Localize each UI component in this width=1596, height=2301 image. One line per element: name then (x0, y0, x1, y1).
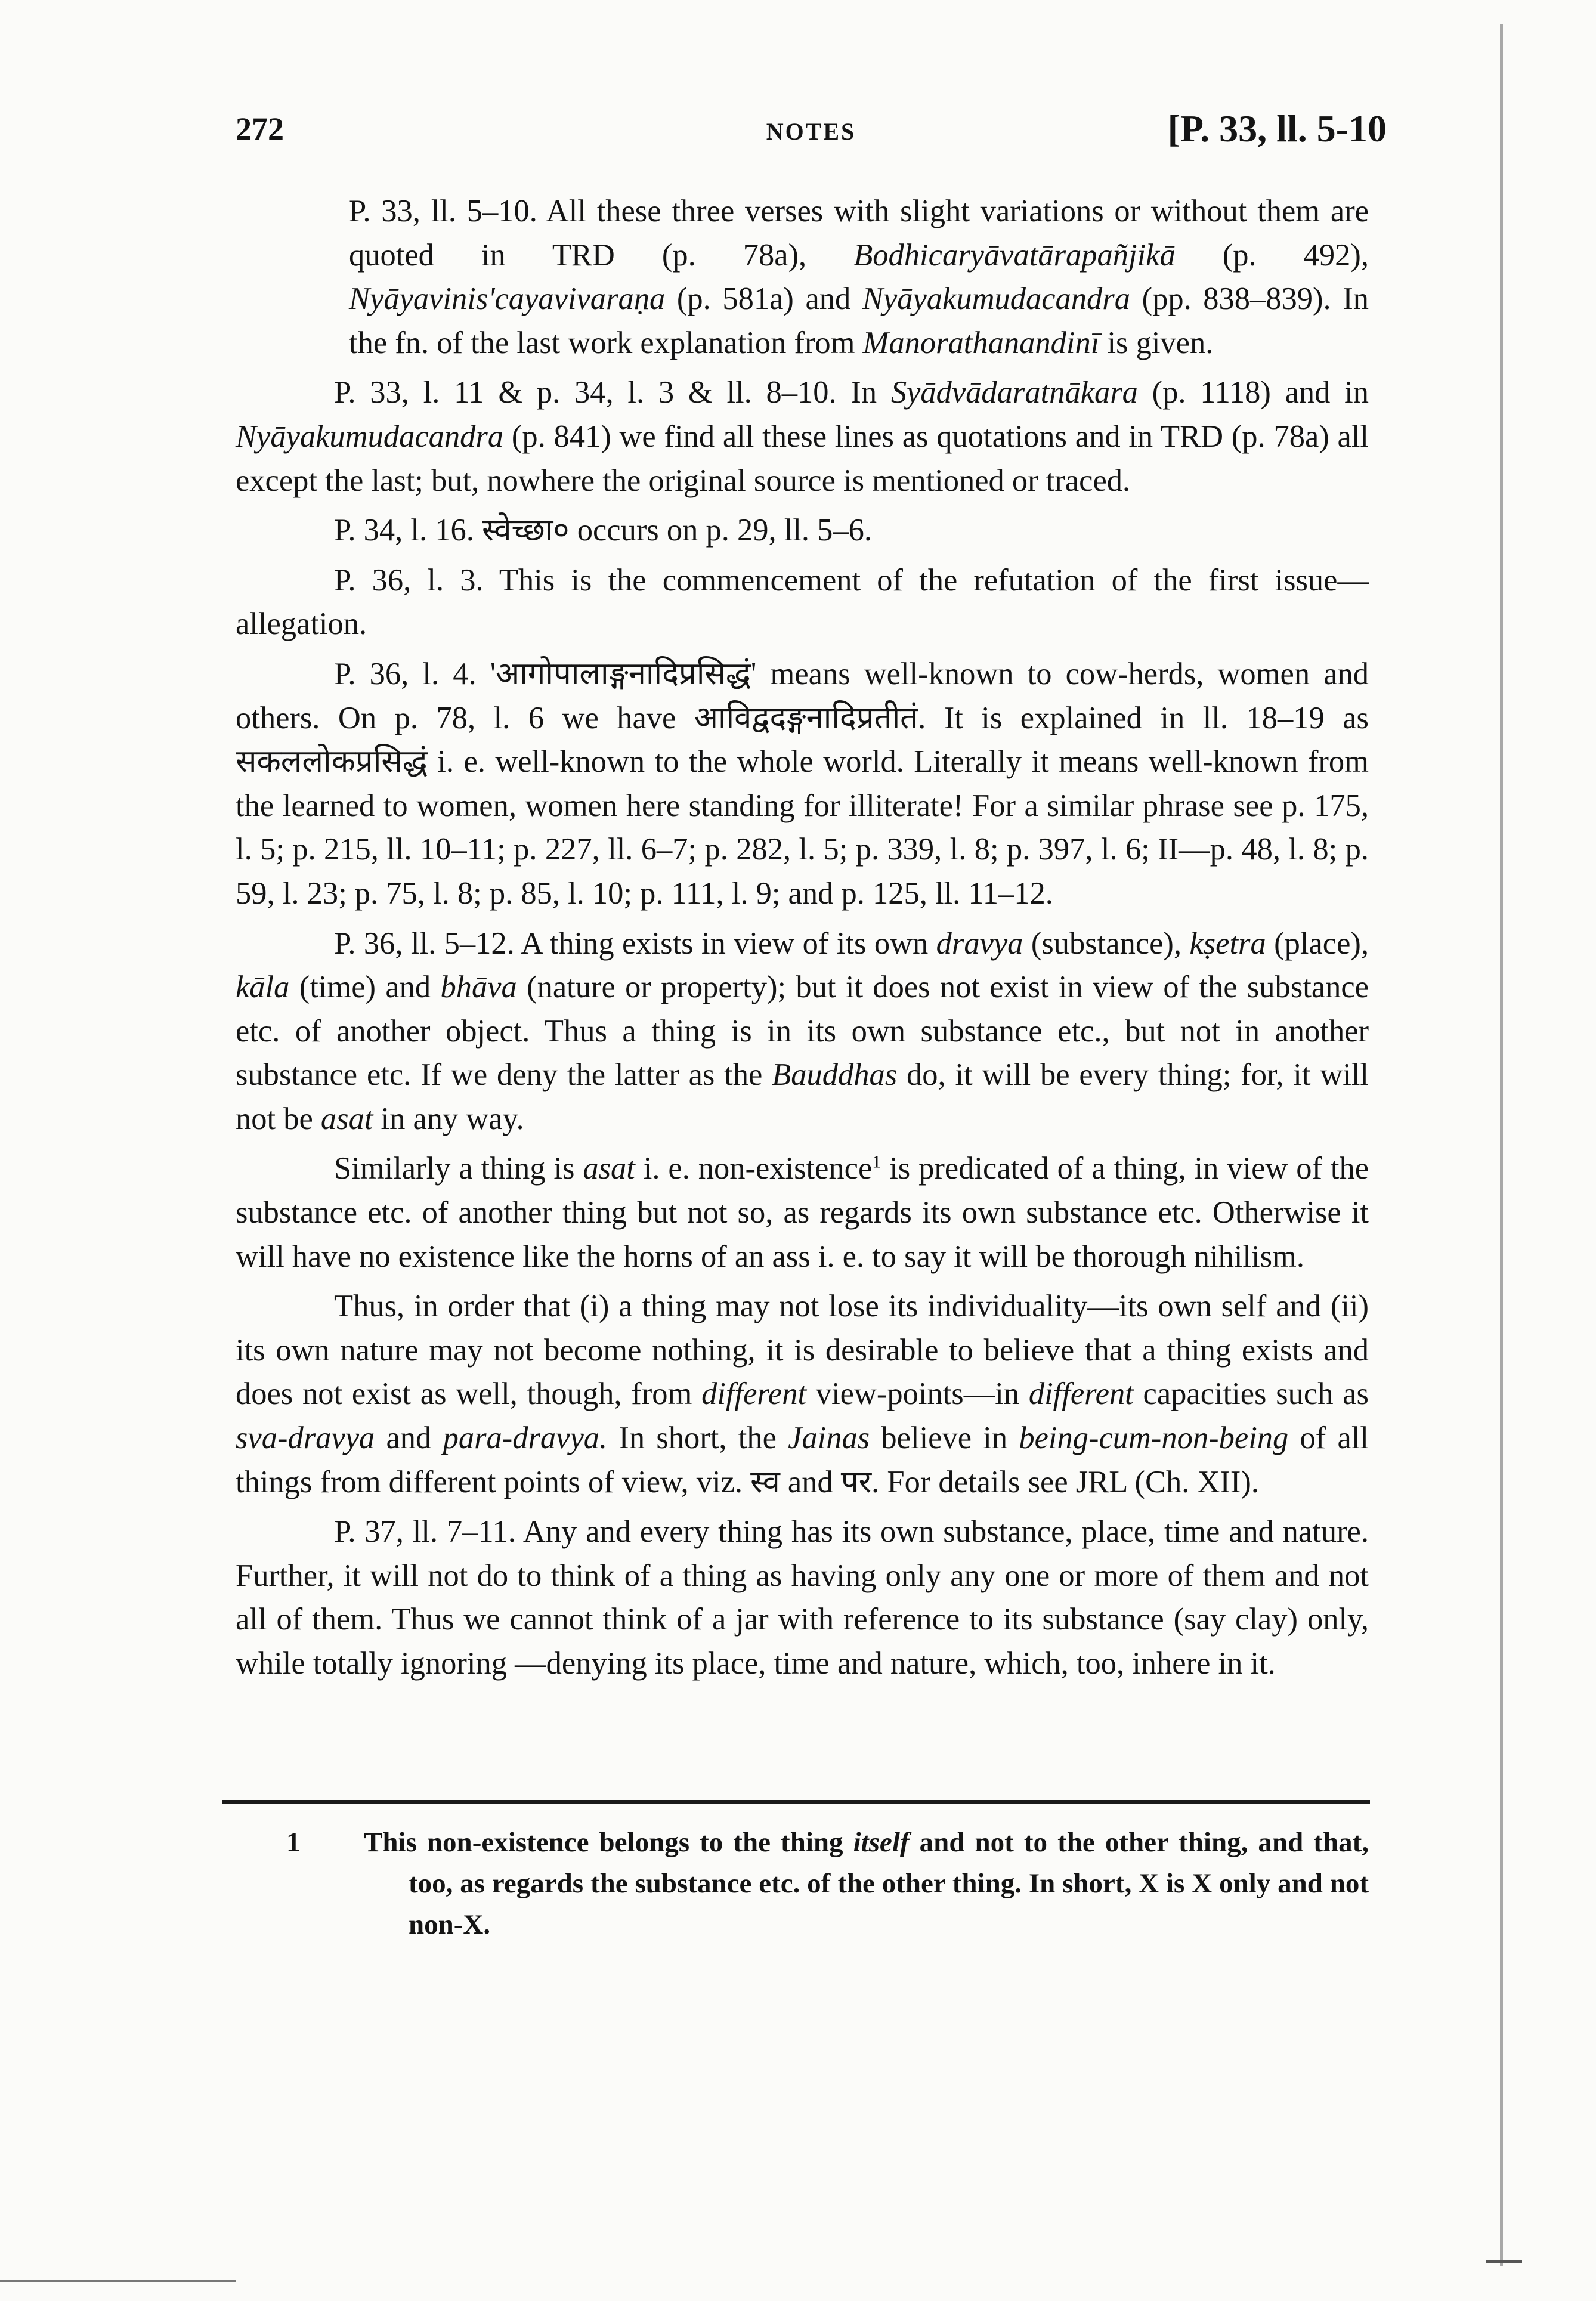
scan-edge-tick (1486, 2260, 1522, 2263)
scan-bottom-line (0, 2280, 236, 2282)
footnote-marker: 1 (872, 1152, 881, 1172)
running-reference: [P. 33, ll. 5-10 (1167, 107, 1387, 150)
note-paragraph: P. 33, ll. 5–10. All these three verses with slight variations or without them are quoted in TRD (p. 78a), Bodhicaryāvatārapañjikā (p. 492), Nyāyavinis'cayavivaraṇa (p. 581a) and Nyāyakumudacandra (pp. 838–839). In the fn. of the last work explanation from Manorathanandinī is given. (349, 194, 1369, 360)
note-paragraph: P. 33, l. 11 & p. 34, l. 3 & ll. 8–10. In Syādvādaratnākara (p. 1118) and in Nyāyakumudacandra (p. 841) we find all these lines as quotations and in TRD (p. 78a) all except the last; but, nowhere the original source is mentioned or traced. (236, 375, 1369, 498)
note-paragraph: P. 36, ll. 5–12. A thing exists in view of its own dravya (substance), kṣetra (place), kāla (time) and bhāva (nature or property); but it does not exist in view of the substance etc. of another object. Thus a thing is in its own substance etc., but not in another substance etc. If we deny the latter as the Bauddhas do, it will be every thing; for, it will not be asat in any way. (236, 926, 1369, 1136)
note-paragraph: Thus, in order that (i) a thing may not lose its individuality—its own self and (ii) its own nature may not become nothing, it is desirable to believe that a thing exists and does not exist as well, though, from different view-points—in different capacities such as sva-dravya and para-dravya. In short, the Jainas believe in being-cum-non-being of all things from different points of view, viz. स्व and पर. For details see JRL (Ch. XII). (236, 1289, 1369, 1499)
running-title: NOTES (766, 118, 856, 145)
note-paragraph: P. 36, l. 3. This is the commencement of the refutation of the first issue—allegation. (236, 562, 1369, 642)
page-header (236, 107, 1387, 164)
footnote-divider (222, 1800, 1370, 1804)
note-paragraph: P. 34, l. 16. स्वेच्छा० occurs on p. 29, ll. 5–6. (334, 513, 873, 548)
note-paragraph: Similarly a thing is asat i. e. non-existence$^1$ is predicated of a thing, in view of the substance etc. of another thing but not so, as regards its own substance etc. Otherwise it will have no existence like the horns of an ass i. e. to say it will be thorough nihilism. (236, 1151, 1369, 1274)
footnote (286, 1822, 1369, 1946)
notes-body (236, 190, 1369, 1692)
page-number: 272 (236, 111, 284, 147)
scan-edge-line (1500, 24, 1503, 2266)
note-paragraph: P. 36, l. 4. 'आगोपालाङ्गनादिप्रसिद्धं' means well-known to cow-herds, women and others. On p. 78, l. 6 we have आविद्वदङ्गनादिप्रतीतं. It is explained in ll. 18–19 as सकललोकप्रसिद्धं i. e. well-known to the whole world. Literally it means well-known from the learned to women, women here standing for illiterate! For a similar phrase see p. 175, l. 5; p. 215, ll. 10–11; p. 227, ll. 6–7; p. 282, l. 5; p. 339, l. 8; p. 397, l. 6; II—p. 48, l. 8; p. 59, l. 23; p. 75, l. 8; p. 85, l. 10; p. 111, l. 9; and p. 125, ll. 11–12. (236, 656, 1369, 911)
footnote-text: This non-existence belongs to the thing itself and not to the other thing, and that, too, as regards the substance etc. of the other thing. In short, X is X only and not non-X. (364, 1827, 1369, 1940)
footnote-number: 1 (286, 1827, 301, 1858)
note-paragraph: P. 37, ll. 7–11. Any and every thing has its own substance, place, time and nature. Further, it will not do to think of a thing as having only any one or more of them and not all of them. Thus we cannot think of a jar with reference to its substance (say clay) only, while totally ignoring —denying its place, time and nature, which, too, inhere in it. (236, 1514, 1369, 1681)
